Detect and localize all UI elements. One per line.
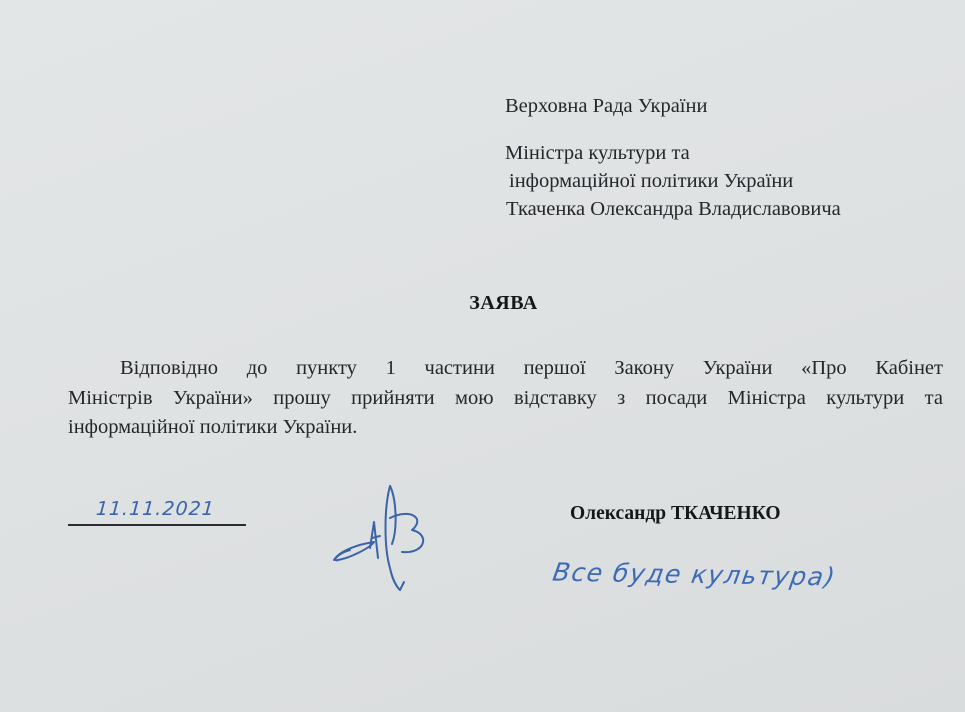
body-line-1: Відповідно до пункту 1 частини першої Закону України «Про Кабінет xyxy=(120,357,943,379)
signature-icon xyxy=(330,478,440,598)
recipient: Верховна Рада України xyxy=(505,95,708,117)
signer-name: Олександр ТКАЧЕНКО xyxy=(570,503,781,524)
handwritten-note: Все буде культура) xyxy=(550,557,839,592)
document-title: ЗАЯВА xyxy=(469,292,538,314)
addressee-block xyxy=(505,92,841,223)
sender-position-line2: інформаційної політики України xyxy=(509,170,794,192)
date-underline xyxy=(68,524,246,526)
body-line-2: Міністрів України» прошу прийняти мою відставку з посади Міністра культури та xyxy=(68,386,943,409)
date-block xyxy=(68,498,246,526)
sender-name: Ткаченка Олександра Владиславовича xyxy=(506,198,841,220)
handwritten-date: 11.11.2021 xyxy=(95,498,216,520)
statement-body xyxy=(68,354,943,443)
body-line-3: інформаційної політики України. xyxy=(68,416,358,438)
sender-position-line1: Міністра культури та xyxy=(505,142,690,164)
